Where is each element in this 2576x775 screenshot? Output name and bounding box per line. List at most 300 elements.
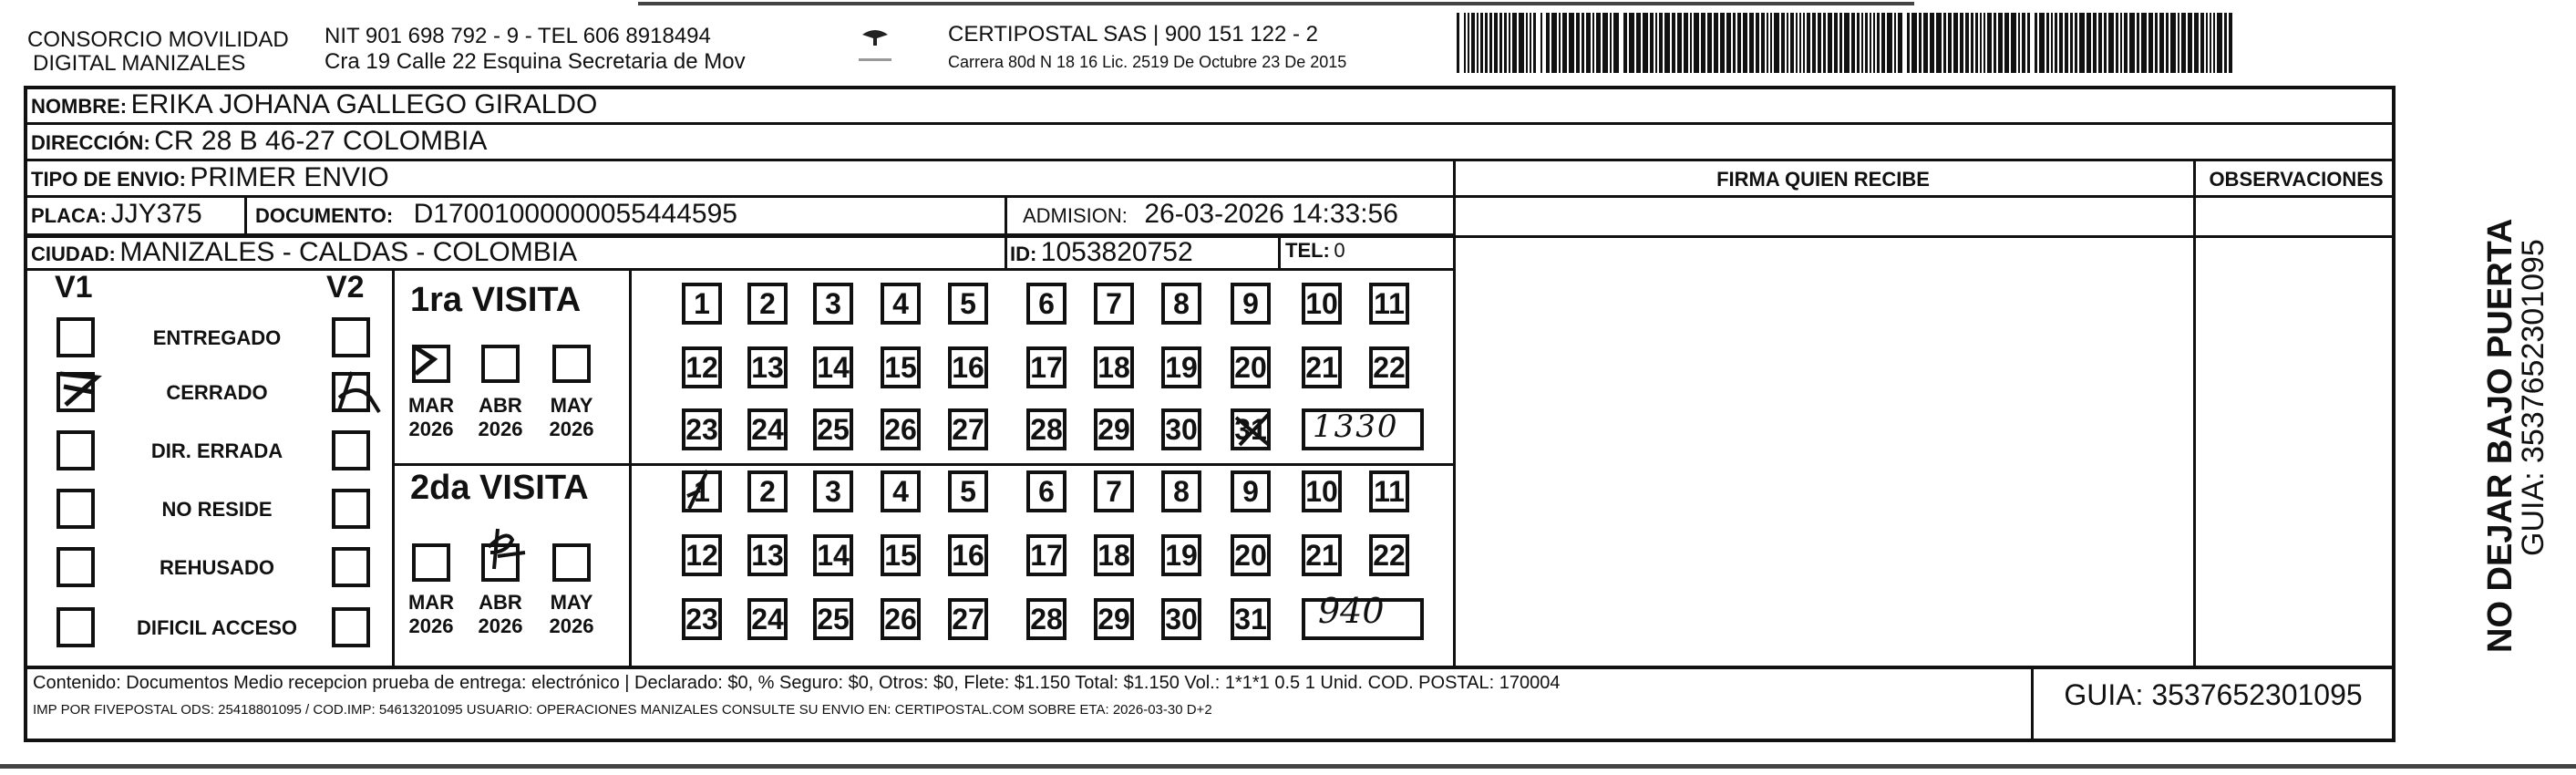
- col-line: [244, 195, 247, 235]
- visit-divider: [392, 463, 1455, 466]
- day-box[interactable]: 19: [1161, 534, 1201, 576]
- day-box[interactable]: 29: [1094, 598, 1134, 640]
- day-box[interactable]: 3: [813, 470, 853, 512]
- barcode-bar: [1770, 13, 1772, 73]
- day-box[interactable]: 6: [1026, 283, 1066, 325]
- barcode-bar: [1480, 13, 1483, 73]
- barcode-bar: [1919, 13, 1922, 73]
- barcode-bar: [1485, 13, 1488, 73]
- barcode-bar: [1562, 13, 1567, 73]
- documento-field: [255, 199, 737, 230]
- barcode-bar: [1659, 13, 1663, 73]
- barcode-bar: [1733, 13, 1736, 73]
- company-line2: DIGITAL MANIZALES: [33, 51, 246, 76]
- barcode-bar: [1672, 13, 1675, 73]
- day-box[interactable]: 17: [1026, 534, 1066, 576]
- barcode-bar: [1468, 13, 1469, 73]
- barcode-bar: [1737, 13, 1741, 73]
- month-checkbox[interactable]: [552, 543, 591, 582]
- barcode-bar: [1774, 13, 1779, 73]
- day-box[interactable]: 2: [747, 470, 788, 512]
- footer-guia: GUIA: 3537652301095: [2064, 678, 2363, 711]
- barcode-bar: [1971, 13, 1973, 73]
- barcode-bar: [2055, 13, 2057, 73]
- day-box[interactable]: 7: [1094, 283, 1134, 325]
- barcode-bar: [1546, 13, 1550, 73]
- day-box[interactable]: 12: [682, 346, 722, 388]
- barcode-bar: [1807, 13, 1810, 73]
- status-v2-checkbox[interactable]: [332, 547, 370, 587]
- barcode-bar: [1948, 13, 1952, 73]
- month-label: [399, 394, 463, 441]
- day-box[interactable]: 18: [1094, 534, 1134, 576]
- barcode-bar: [1533, 13, 1536, 73]
- day-box[interactable]: 17: [1026, 346, 1066, 388]
- barcode-bar: [1576, 13, 1580, 73]
- documento-value: D17001000000055444595: [413, 199, 737, 229]
- barcode-bar: [1664, 13, 1670, 73]
- barcode-bar: [1743, 13, 1747, 73]
- firma-header: FIRMA QUIEN RECIBE: [1716, 168, 1930, 191]
- day-box[interactable]: 11: [1369, 283, 1409, 325]
- day-box[interactable]: 6: [1026, 470, 1066, 512]
- barcode-bar: [1756, 13, 1759, 73]
- barcode-bar: [1844, 13, 1850, 73]
- barcode-bar: [1707, 13, 1712, 73]
- second-visit-time: 940: [1318, 591, 1385, 631]
- status-v2-checkbox[interactable]: [332, 317, 370, 357]
- day-box[interactable]: 31: [1231, 598, 1271, 640]
- month-year: 2026: [549, 418, 594, 440]
- barcode-bar: [2059, 13, 2063, 73]
- day-box[interactable]: 2: [747, 283, 788, 325]
- row-line: [24, 268, 1455, 271]
- barcode-bar: [1987, 13, 1992, 73]
- barcode-bar: [1781, 13, 1785, 73]
- day-box[interactable]: 16: [948, 346, 988, 388]
- day-box[interactable]: 1: [682, 470, 722, 512]
- status-v1-checkbox[interactable]: [57, 430, 95, 470]
- barcode-bar: [2093, 13, 2097, 73]
- status-option-label: DIR. ERRADA: [150, 439, 283, 462]
- barcode-bar: [1787, 13, 1788, 73]
- barcode-bar: [1596, 13, 1601, 73]
- barcode-bar: [1898, 13, 1902, 73]
- month-checkbox[interactable]: [412, 543, 450, 582]
- barcode-bar: [1749, 13, 1754, 73]
- barcode-bar: [1767, 13, 1768, 73]
- courier-line2: Carrera 80d N 18 16 Lic. 2519 De Octubre 23 De 2015: [948, 53, 1347, 71]
- side-warning: NO DEJAR BAJO PUERTA: [2481, 218, 2519, 653]
- certipostal-logo-icon: [857, 26, 893, 69]
- barcode-bar: [2011, 13, 2016, 73]
- day-box[interactable]: 27: [948, 408, 988, 450]
- status-v1-checkbox[interactable]: [57, 607, 95, 647]
- col-line: [2193, 159, 2196, 669]
- day-box[interactable]: 28: [1026, 408, 1066, 450]
- barcode-bar: [2224, 13, 2227, 73]
- mark-abr-visit2-icon: [479, 525, 527, 573]
- day-box[interactable]: 12: [682, 534, 722, 576]
- barcode-bar: [2194, 13, 2199, 73]
- barcode-bar: [1980, 13, 1982, 73]
- barcode-bar: [2108, 13, 2114, 73]
- admision-field: [1023, 199, 1398, 230]
- day-box[interactable]: 24: [747, 598, 788, 640]
- visit-inner-line: [629, 268, 632, 669]
- day-box[interactable]: 30: [1161, 598, 1201, 640]
- barcode-bar: [2046, 13, 2049, 73]
- nombre-label: NOMBRE:: [31, 95, 128, 118]
- barcode-bar: [2051, 13, 2053, 73]
- status-option-label: ENTREGADO: [152, 326, 282, 349]
- barcode-bar: [1994, 13, 1996, 73]
- barcode-bar: [1655, 13, 1657, 73]
- day-box[interactable]: 25: [813, 408, 853, 450]
- month-year: 2026: [408, 615, 454, 637]
- day-box[interactable]: 4: [881, 283, 921, 325]
- barcode-bar: [2170, 13, 2176, 73]
- month-year: 2026: [478, 418, 523, 440]
- row-line: [24, 122, 2396, 125]
- barcode-bar: [1818, 13, 1821, 73]
- first-visit-title: 1ra VISITA: [410, 281, 582, 319]
- day-box[interactable]: 9: [1231, 470, 1271, 512]
- barcode-bar: [1551, 13, 1557, 73]
- address-line: Cra 19 Calle 22 Esquina Secretaria de Mov: [325, 49, 746, 74]
- barcode-bar: [2124, 13, 2128, 73]
- status-v2-checkbox[interactable]: [332, 430, 370, 470]
- tipo-value: PRIMER ENVIO: [190, 162, 389, 192]
- month-label: [469, 394, 532, 441]
- barcode-bar: [2159, 13, 2164, 73]
- day-box[interactable]: 18: [1094, 346, 1134, 388]
- direccion-field: [31, 126, 487, 157]
- side-guia: GUIA: 3537652301095: [2516, 239, 2550, 556]
- barcode-bar: [1975, 13, 1978, 73]
- barcode-bar: [2079, 13, 2085, 73]
- row-line: [24, 159, 2396, 161]
- barcode-bar: [1823, 13, 1826, 73]
- barcode-bar: [1799, 13, 1801, 73]
- barcode-bar: [2200, 13, 2204, 73]
- barcode-bar: [1540, 13, 1542, 73]
- ciudad-value: MANIZALES - CALDAS - COLOMBIA: [119, 237, 578, 267]
- placa-value: JJY375: [110, 199, 202, 229]
- barcode-bar: [2035, 13, 2037, 73]
- barcode-bar: [1499, 13, 1502, 73]
- barcode-bar: [1629, 13, 1634, 73]
- scan-edge-bottom: [0, 764, 2576, 769]
- month-year: 2026: [478, 615, 523, 637]
- status-v2-checkbox[interactable]: [332, 489, 370, 529]
- barcode-bar: [1623, 13, 1627, 73]
- placa-label: PLACA:: [31, 204, 108, 227]
- nit-line: NIT 901 698 792 - 9 - TEL 606 8918494: [325, 24, 711, 48]
- tipo-field: [31, 162, 389, 193]
- barcode-bar: [1464, 13, 1466, 73]
- day-box[interactable]: 15: [881, 534, 921, 576]
- day-box[interactable]: 31: [1231, 408, 1271, 450]
- barcode-bar: [1851, 13, 1855, 73]
- scan-edge-top: [638, 2, 1914, 5]
- month-checkbox[interactable]: [481, 345, 520, 383]
- barcode-bar: [1796, 13, 1798, 73]
- barcode-bar: [1457, 13, 1459, 73]
- row-line: [24, 195, 2396, 198]
- barcode: [1457, 13, 2241, 73]
- barcode-bar: [1984, 13, 1985, 73]
- barcode-bar: [1839, 13, 1842, 73]
- barcode-bar: [1907, 13, 1910, 73]
- barcode-bar: [2087, 13, 2091, 73]
- day-box[interactable]: 21: [1302, 346, 1342, 388]
- status-v2-checkbox[interactable]: [332, 607, 370, 647]
- barcode-bar: [2155, 13, 2158, 73]
- status-option-label: NO RESIDE: [161, 498, 273, 521]
- direccion-label: DIRECCIÓN:: [31, 131, 150, 154]
- month-name: ABR: [479, 591, 522, 614]
- day-box[interactable]: 20: [1231, 534, 1271, 576]
- nombre-value: ERIKA JOHANA GALLEGO GIRALDO: [130, 89, 598, 119]
- month-label: [540, 394, 603, 441]
- barcode-bar: [1720, 13, 1725, 73]
- barcode-bar: [2018, 13, 2020, 73]
- barcode-bar: [1943, 13, 1946, 73]
- direccion-value: CR 28 B 46-27 COLOMBIA: [154, 126, 488, 156]
- barcode-bar: [2070, 13, 2073, 73]
- barcode-bar: [1761, 13, 1765, 73]
- barcode-bar: [1812, 13, 1816, 73]
- day-box[interactable]: 28: [1026, 598, 1066, 640]
- day-box[interactable]: 5: [948, 470, 988, 512]
- barcode-bar: [2004, 13, 2009, 73]
- month-name: MAR: [407, 591, 455, 614]
- courier-line1: CERTIPOSTAL SAS | 900 151 122 - 2: [948, 22, 1318, 46]
- day-box[interactable]: 22: [1369, 534, 1409, 576]
- day-box[interactable]: 21: [1302, 534, 1342, 576]
- barcode-bar: [2181, 13, 2186, 73]
- barcode-bar: [1701, 13, 1705, 73]
- mark-mar-visit1-icon: [410, 341, 452, 379]
- barcode-bar: [1504, 13, 1507, 73]
- day-box[interactable]: 7: [1094, 470, 1134, 512]
- day-box[interactable]: 10: [1302, 283, 1342, 325]
- barcode-bar: [2022, 13, 2025, 73]
- barcode-bar: [1509, 13, 1510, 73]
- barcode-bar: [1569, 13, 1574, 73]
- barcode-bar: [1936, 13, 1942, 73]
- barcode-bar: [2116, 13, 2118, 73]
- barcode-bar: [1684, 13, 1688, 73]
- barcode-bar: [1694, 13, 1699, 73]
- barcode-bar: [1677, 13, 1682, 73]
- footer-imp: IMP POR FIVEPOSTAL ODS: 25418801095 / COD.IMP: 54613201095 USUARIO: OPERACIONES MANIZALES CONSULTE SU ENVIO EN: CERTIPOSTAL.COM SOBRE ETA: 2026-03-30 D+2: [33, 702, 1212, 718]
- barcode-bar: [2210, 13, 2211, 73]
- day-box[interactable]: 13: [747, 346, 788, 388]
- barcode-bar: [2229, 13, 2232, 73]
- day-box[interactable]: 8: [1161, 470, 1201, 512]
- month-year: 2026: [549, 615, 594, 637]
- ciudad-label: CIUDAD:: [31, 243, 116, 265]
- tel-value: 0: [1334, 239, 1345, 262]
- tel-label: TEL:: [1285, 239, 1330, 262]
- id-label: ID:: [1010, 243, 1037, 265]
- col-line: [1453, 159, 1456, 669]
- day-box[interactable]: 26: [881, 408, 921, 450]
- barcode-bar: [1881, 13, 1885, 73]
- month-label: [399, 591, 463, 638]
- barcode-bar: [1834, 13, 1838, 73]
- barcode-bar: [2166, 13, 2169, 73]
- barcode-bar: [1489, 13, 1492, 73]
- barcode-bar: [1861, 13, 1863, 73]
- second-visit-title: 2da VISITA: [410, 469, 589, 507]
- status-option-label: REHUSADO: [160, 556, 274, 579]
- barcode-bar: [1526, 13, 1528, 73]
- day-box[interactable]: 11: [1369, 470, 1409, 512]
- barcode-bar: [1894, 13, 1896, 73]
- day-box[interactable]: 1: [682, 283, 722, 325]
- company-line1: CONSORCIO MOVILIDAD: [27, 27, 289, 52]
- barcode-bar: [1870, 13, 1871, 73]
- day-box[interactable]: 30: [1161, 408, 1201, 450]
- col-line: [392, 268, 395, 669]
- barcode-bar: [1643, 13, 1648, 73]
- status-v1-checkbox[interactable]: [57, 317, 95, 357]
- barcode-bar: [1828, 13, 1832, 73]
- barcode-bar: [1559, 13, 1561, 73]
- mark-cerrado-v2-icon: [330, 367, 381, 416]
- day-box[interactable]: 23: [682, 408, 722, 450]
- month-checkbox[interactable]: [552, 345, 591, 383]
- admision-label: ADMISION:: [1023, 204, 1128, 227]
- day-box[interactable]: 23: [682, 598, 722, 640]
- barcode-bar: [2075, 13, 2077, 73]
- footer-contenido: Contenido: Documentos Medio recepcion prueba de entrega: electrónico | Declarado: $0, % Seguro: $0, Otros: $0, Flete: $1.150 Total: $1.150 Vol.: 1*1*1 0.5 1 Unid. COD. POSTAL: 170004: [33, 673, 1561, 693]
- mark-day1-visit2-icon: [680, 467, 720, 512]
- barcode-bar: [2188, 13, 2192, 73]
- col-line: [1005, 195, 1007, 268]
- barcode-bar: [2148, 13, 2153, 73]
- barcode-bar: [2120, 13, 2122, 73]
- day-box[interactable]: 24: [747, 408, 788, 450]
- barcode-bar: [1726, 13, 1731, 73]
- status-option-label: CERRADO: [166, 381, 268, 404]
- barcode-bar: [2027, 13, 2030, 73]
- month-name: MAY: [550, 394, 593, 417]
- barcode-bar: [1636, 13, 1641, 73]
- barcode-bar: [1965, 13, 1969, 73]
- day-box[interactable]: 29: [1094, 408, 1134, 450]
- barcode-bar: [1519, 13, 1524, 73]
- day-box[interactable]: 22: [1369, 346, 1409, 388]
- barcode-bar: [1530, 13, 1531, 73]
- barcode-bar: [1592, 13, 1594, 73]
- barcode-bar: [1923, 13, 1928, 73]
- ciudad-field: [31, 237, 577, 268]
- day-box[interactable]: 13: [747, 534, 788, 576]
- id-value: 1053820752: [1040, 237, 1193, 267]
- day-box[interactable]: 3: [813, 283, 853, 325]
- barcode-bar: [2213, 13, 2215, 73]
- day-box[interactable]: 9: [1231, 283, 1271, 325]
- day-box[interactable]: 20: [1231, 346, 1271, 388]
- status-v1-checkbox[interactable]: [57, 547, 95, 587]
- barcode-bar: [1998, 13, 2003, 73]
- barcode-bar: [1803, 13, 1805, 73]
- barcode-bar: [2137, 13, 2139, 73]
- barcode-bar: [1650, 13, 1654, 73]
- day-box[interactable]: 5: [948, 283, 988, 325]
- barcode-bar: [1586, 13, 1591, 73]
- barcode-bar: [1865, 13, 1868, 73]
- status-option-label: DIFICIL ACCESO: [136, 616, 297, 639]
- day-box[interactable]: 27: [948, 598, 988, 640]
- barcode-bar: [2129, 13, 2135, 73]
- day-box[interactable]: 14: [813, 534, 853, 576]
- month-name: MAR: [407, 394, 455, 417]
- day-box[interactable]: 15: [881, 346, 921, 388]
- observaciones-header: OBSERVACIONES: [2209, 168, 2384, 191]
- barcode-bar: [1790, 13, 1794, 73]
- day-box[interactable]: 26: [881, 598, 921, 640]
- barcode-bar: [1471, 13, 1475, 73]
- barcode-bar: [1613, 13, 1619, 73]
- month-label: [469, 591, 532, 638]
- barcode-bar: [1477, 13, 1479, 73]
- day-box[interactable]: 4: [881, 470, 921, 512]
- barcode-bar: [1873, 13, 1875, 73]
- barcode-bar: [1582, 13, 1584, 73]
- day-box[interactable]: 8: [1161, 283, 1201, 325]
- first-visit-time: 1330: [1313, 408, 1399, 445]
- documento-label: DOCUMENTO:: [255, 204, 394, 227]
- month-label: [540, 591, 603, 638]
- v2-header: V2: [326, 270, 365, 305]
- nombre-field: [31, 89, 597, 120]
- barcode-bar: [1930, 13, 1934, 73]
- barcode-bar: [1911, 13, 1917, 73]
- day-box[interactable]: 14: [813, 346, 853, 388]
- status-v1-checkbox[interactable]: [57, 489, 95, 529]
- day-box[interactable]: 19: [1161, 346, 1201, 388]
- id-field: [1010, 237, 1193, 268]
- barcode-bar: [1887, 13, 1892, 73]
- barcode-bar: [2206, 13, 2208, 73]
- barcode-bar: [2104, 13, 2107, 73]
- barcode-bar: [1960, 13, 1963, 73]
- barcode-bar: [2065, 13, 2068, 73]
- day-box[interactable]: 16: [948, 534, 988, 576]
- barcode-bar: [2178, 13, 2179, 73]
- barcode-bar: [1953, 13, 1958, 73]
- barcode-bar: [1494, 13, 1498, 73]
- v1-header: V1: [55, 270, 93, 305]
- month-name: ABR: [479, 394, 522, 417]
- day-box[interactable]: 10: [1302, 470, 1342, 512]
- barcode-bar: [1690, 13, 1692, 73]
- barcode-bar: [2141, 13, 2147, 73]
- barcode-bar: [2098, 13, 2102, 73]
- col-line: [1278, 235, 1281, 268]
- barcode-bar: [2039, 13, 2045, 73]
- barcode-bar: [1877, 13, 1880, 73]
- day-box[interactable]: 25: [813, 598, 853, 640]
- tipo-label: TIPO DE ENVIO:: [31, 168, 186, 191]
- admision-value: 26-03-2026 14:33:56: [1144, 199, 1398, 229]
- tel-field: [1285, 239, 1345, 263]
